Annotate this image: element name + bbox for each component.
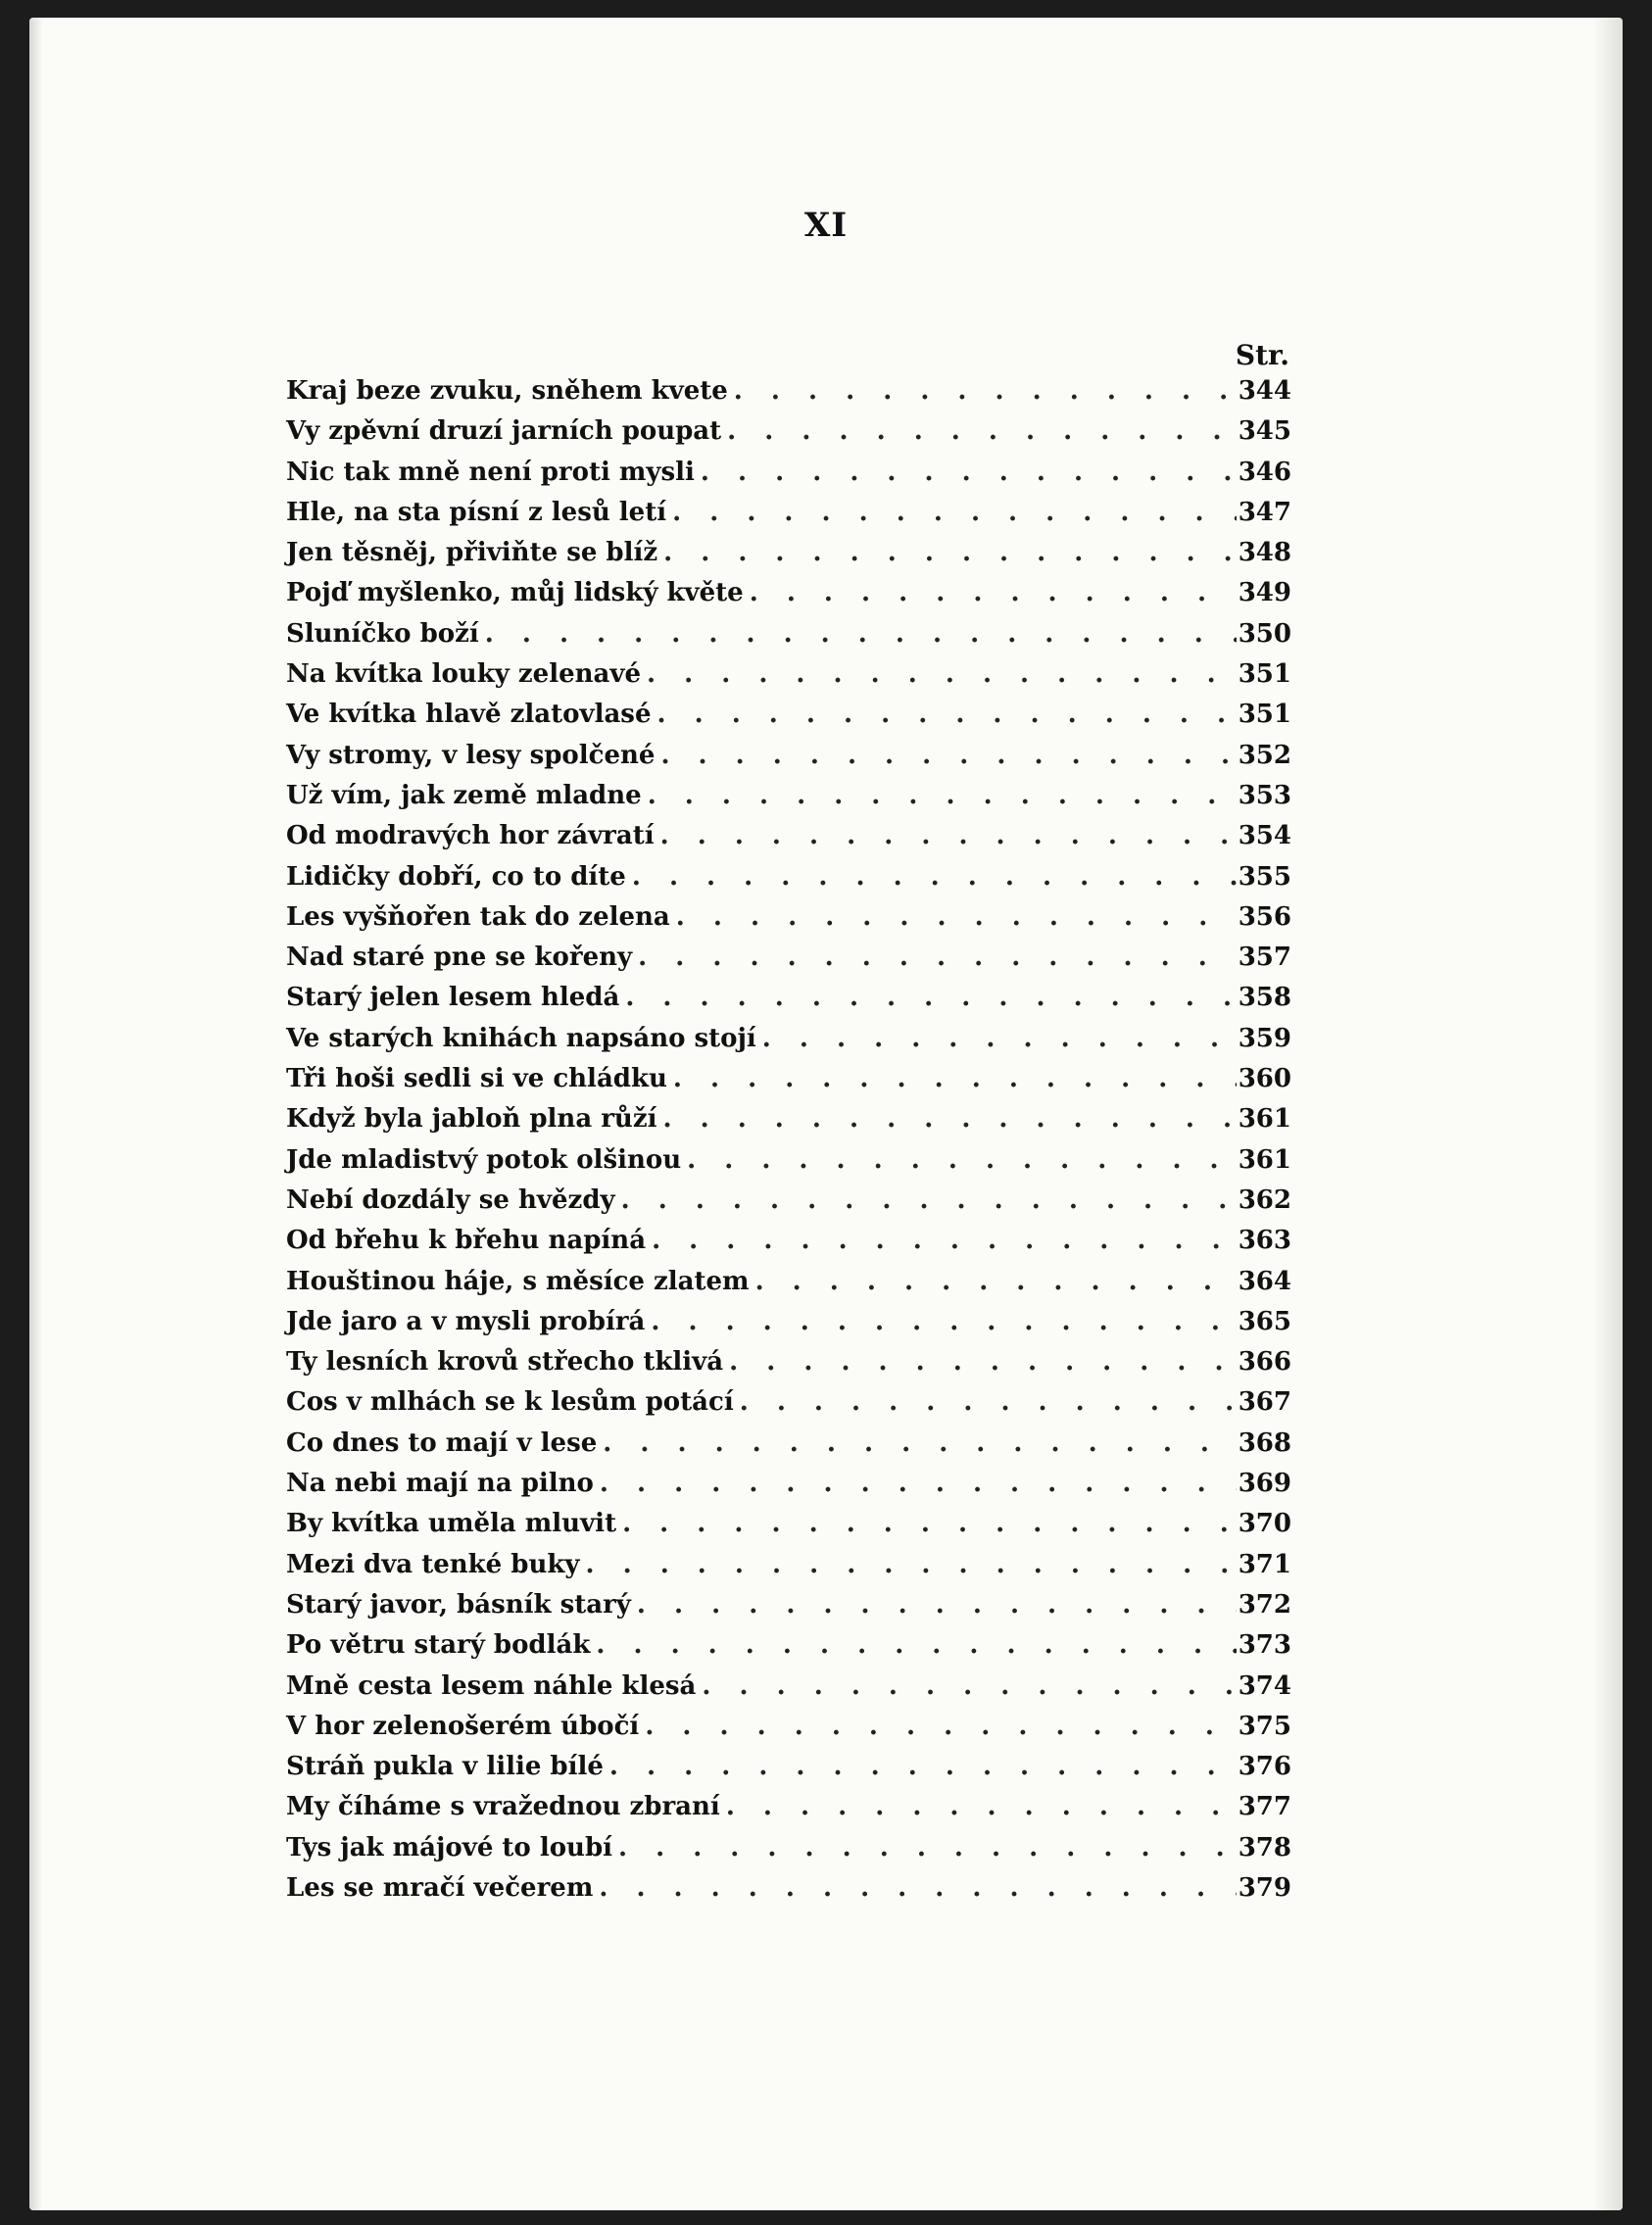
toc-entry-page: 346 — [1238, 457, 1291, 487]
toc-entry — [286, 1752, 1291, 1792]
toc-entry-title: Starý javor, básník starý — [286, 1589, 631, 1620]
toc-entry-page: 361 — [1238, 1104, 1291, 1135]
toc-leader-dots — [750, 578, 1237, 607]
toc-entry-title: Starý jelen lesem hledá — [286, 983, 620, 1013]
toc-entry — [286, 1185, 1291, 1226]
toc-entry-page: 351 — [1238, 659, 1291, 690]
toc-entry — [286, 1387, 1291, 1427]
toc-entry — [286, 1064, 1291, 1104]
toc-entry-title: Ve starých knihách napsáno stojí — [286, 1023, 756, 1053]
toc-entry-page: 372 — [1238, 1589, 1291, 1620]
toc-entry-title: Mně cesta lesem náhle klesá — [286, 1670, 697, 1701]
toc-leader-dots — [676, 902, 1237, 932]
toc-entry-page: 365 — [1238, 1306, 1291, 1336]
toc-entry-page: 345 — [1238, 416, 1291, 447]
toc-entry — [286, 1226, 1291, 1266]
toc-entry-page: 361 — [1238, 1144, 1291, 1175]
toc-entry — [286, 498, 1291, 538]
toc-entry — [286, 1712, 1291, 1752]
toc-entry-page: 360 — [1238, 1064, 1291, 1094]
toc-entry-title: Na kvítka louky zelenavé — [286, 659, 642, 690]
toc-entry-page: 376 — [1238, 1752, 1291, 1782]
toc-entry-title: Sluníčko boží — [286, 618, 479, 649]
toc-leader-dots — [645, 1712, 1237, 1741]
toc-entry — [286, 983, 1291, 1023]
toc-entry-page: 364 — [1238, 1266, 1291, 1296]
toc-entry-page: 362 — [1238, 1185, 1291, 1215]
toc-entry-page: 356 — [1238, 901, 1291, 932]
toc-entry-title: Stráň pukla v lilie bílé — [286, 1752, 604, 1782]
toc-leader-dots — [740, 1387, 1237, 1417]
toc-entry-title: Mezi dva tenké buky — [286, 1549, 580, 1579]
toc-entry-title: Tys jak májové to loubí — [286, 1832, 612, 1862]
toc-entry — [286, 1347, 1291, 1387]
toc-entry — [286, 1509, 1291, 1549]
toc-entry-title: Houštinou háje, s měsíce zlatem — [286, 1266, 750, 1296]
page-edge-left — [29, 18, 43, 2210]
toc-leader-dots — [701, 458, 1237, 487]
column-header-page: Str. — [1235, 339, 1289, 371]
toc-entry-page: 377 — [1238, 1792, 1291, 1822]
toc-leader-dots — [485, 619, 1237, 649]
toc-entry-title: Od břehu k břehu napíná — [286, 1226, 647, 1256]
toc-entry-page: 378 — [1238, 1832, 1291, 1862]
toc-leader-dots — [638, 943, 1237, 972]
toc-entry — [286, 1024, 1291, 1064]
toc-entry-page: 369 — [1238, 1469, 1291, 1499]
toc-entry-page: 368 — [1238, 1427, 1291, 1458]
toc-entry-page: 358 — [1238, 983, 1291, 1013]
toc-entry — [286, 902, 1291, 943]
toc-entry-page: 373 — [1238, 1630, 1291, 1661]
toc-entry — [286, 1590, 1291, 1630]
toc-entry-page: 366 — [1238, 1347, 1291, 1378]
toc-entry-page: 357 — [1238, 943, 1291, 973]
toc-entry — [286, 1873, 1291, 1913]
toc-leader-dots — [651, 1307, 1237, 1336]
toc-leader-dots — [687, 1145, 1237, 1175]
toc-entry-page: 348 — [1238, 538, 1291, 568]
toc-leader-dots — [734, 376, 1237, 406]
toc-entry-title: Les se mračí večerem — [286, 1872, 594, 1903]
toc-leader-dots — [632, 862, 1237, 892]
toc-entry — [286, 1428, 1291, 1469]
toc-entry-title: Lidičky dobří, co to díte — [286, 861, 626, 892]
toc-leader-dots — [762, 1024, 1237, 1053]
toc-leader-dots — [603, 1428, 1237, 1458]
toc-leader-dots — [585, 1550, 1237, 1579]
toc-entry-title: Když byla jabloň plna růží — [286, 1104, 657, 1135]
toc-leader-dots — [673, 1064, 1237, 1093]
toc-entry-page: 350 — [1238, 618, 1291, 649]
toc-leader-dots — [672, 498, 1237, 527]
toc-entry-title: Nic tak mně není proti mysli — [286, 457, 695, 487]
toc-entry-page: 370 — [1238, 1509, 1291, 1539]
toc-leader-dots — [637, 1590, 1237, 1620]
toc-entry-page: 349 — [1238, 578, 1291, 608]
toc-leader-dots — [660, 821, 1237, 850]
toc-entry-page: 352 — [1238, 740, 1291, 770]
table-of-contents — [286, 376, 1291, 1913]
toc-entry — [286, 1307, 1291, 1347]
toc-leader-dots — [648, 781, 1237, 810]
toc-entry-title: Ty lesních krovů střecho tklivá — [286, 1347, 724, 1378]
toc-entry-title: Jde jaro a v mysli probírá — [286, 1306, 646, 1336]
toc-entry-page: 371 — [1238, 1549, 1291, 1579]
toc-entry-title: Kraj beze zvuku, sněhem kvete — [286, 376, 728, 406]
toc-entry-title: Co dnes to mají v lese — [286, 1427, 598, 1458]
toc-entry-title: Po větru starý bodlák — [286, 1630, 591, 1661]
toc-leader-dots — [660, 741, 1237, 770]
toc-leader-dots — [727, 416, 1237, 446]
toc-entry-page: 375 — [1238, 1711, 1291, 1741]
toc-entry — [286, 1630, 1291, 1670]
toc-leader-dots — [755, 1267, 1237, 1296]
toc-leader-dots — [625, 983, 1237, 1012]
toc-entry — [286, 781, 1291, 821]
toc-entry-title: Od modravých hor závratí — [286, 821, 655, 851]
book-page — [29, 18, 1623, 2210]
toc-entry-page: 363 — [1238, 1226, 1291, 1256]
toc-entry — [286, 1550, 1291, 1590]
toc-leader-dots — [622, 1509, 1237, 1538]
toc-entry-title: Nad staré pne se kořeny — [286, 943, 633, 973]
toc-entry-page: 354 — [1238, 821, 1291, 851]
toc-entry-page: 379 — [1238, 1872, 1291, 1903]
toc-leader-dots — [663, 538, 1237, 567]
toc-entry-title: Vy zpěvní druzí jarních poupat — [286, 416, 722, 447]
toc-entry-title: Jde mladistvý potok olšinou — [286, 1144, 682, 1175]
toc-entry — [286, 1145, 1291, 1185]
toc-entry — [286, 1104, 1291, 1144]
toc-leader-dots — [647, 659, 1237, 689]
toc-entry-title: Na nebi mají na pilno — [286, 1469, 594, 1499]
toc-entry-title: Vy stromy, v lesy spolčené — [286, 740, 656, 770]
toc-entry-title: Nebí dozdály se hvězdy — [286, 1185, 615, 1215]
toc-leader-dots — [662, 1104, 1237, 1134]
toc-entry-title: My číháme s vražednou zbraní — [286, 1792, 720, 1822]
toc-entry — [286, 700, 1291, 740]
toc-entry-title: By kvítka uměla mluvit — [286, 1509, 617, 1539]
toc-entry-title: Les vyšňořen tak do zelena — [286, 901, 670, 932]
toc-entry-title: Ve kvítka hlavě zlatovlasé — [286, 700, 652, 730]
toc-entry — [286, 741, 1291, 781]
toc-leader-dots — [600, 1469, 1237, 1498]
toc-entry — [286, 1469, 1291, 1509]
toc-leader-dots — [652, 1226, 1237, 1255]
toc-entry — [286, 1267, 1291, 1307]
page-number: XI — [803, 206, 849, 245]
toc-entry-page: 374 — [1238, 1670, 1291, 1701]
toc-leader-dots — [618, 1833, 1237, 1862]
toc-entry-title: Pojď myšlenko, můj lidský květe — [286, 578, 744, 608]
toc-leader-dots — [729, 1347, 1237, 1377]
toc-leader-dots — [656, 700, 1237, 729]
toc-entry — [286, 1792, 1291, 1832]
toc-entry-page: 344 — [1238, 376, 1291, 406]
toc-leader-dots — [599, 1873, 1237, 1903]
toc-leader-dots — [596, 1630, 1237, 1660]
toc-entry — [286, 538, 1291, 578]
toc-entry-page: 351 — [1238, 700, 1291, 730]
page-edge-right — [1593, 18, 1623, 2210]
toc-entry-title: V hor zelenošerém úbočí — [286, 1711, 640, 1741]
toc-entry — [286, 1833, 1291, 1873]
toc-entry-title: Jen těsněj, přiviňte se blíž — [286, 538, 658, 568]
toc-entry — [286, 458, 1291, 498]
toc-leader-dots — [609, 1752, 1237, 1781]
toc-leader-dots — [726, 1792, 1237, 1821]
toc-leader-dots — [621, 1185, 1237, 1215]
toc-entry — [286, 578, 1291, 618]
toc-entry — [286, 943, 1291, 983]
toc-entry-title: Hle, na sta písní z lesů letí — [286, 497, 667, 527]
toc-entry-page: 347 — [1238, 497, 1291, 527]
toc-entry-page: 353 — [1238, 780, 1291, 810]
toc-entry-title: Už vím, jak země mladne — [286, 780, 642, 810]
toc-entry-title: Tři hoši sedli si ve chládku — [286, 1064, 667, 1094]
toc-entry — [286, 659, 1291, 700]
toc-entry — [286, 619, 1291, 659]
toc-entry — [286, 862, 1291, 902]
toc-entry — [286, 1671, 1291, 1712]
toc-entry — [286, 416, 1291, 457]
toc-leader-dots — [702, 1671, 1237, 1701]
toc-entry-title: Cos v mlhách se k lesům potácí — [286, 1387, 734, 1418]
toc-entry-page: 367 — [1238, 1387, 1291, 1418]
toc-entry — [286, 376, 1291, 416]
toc-entry-page: 355 — [1238, 861, 1291, 892]
toc-entry — [286, 821, 1291, 861]
toc-entry-page: 359 — [1238, 1023, 1291, 1053]
